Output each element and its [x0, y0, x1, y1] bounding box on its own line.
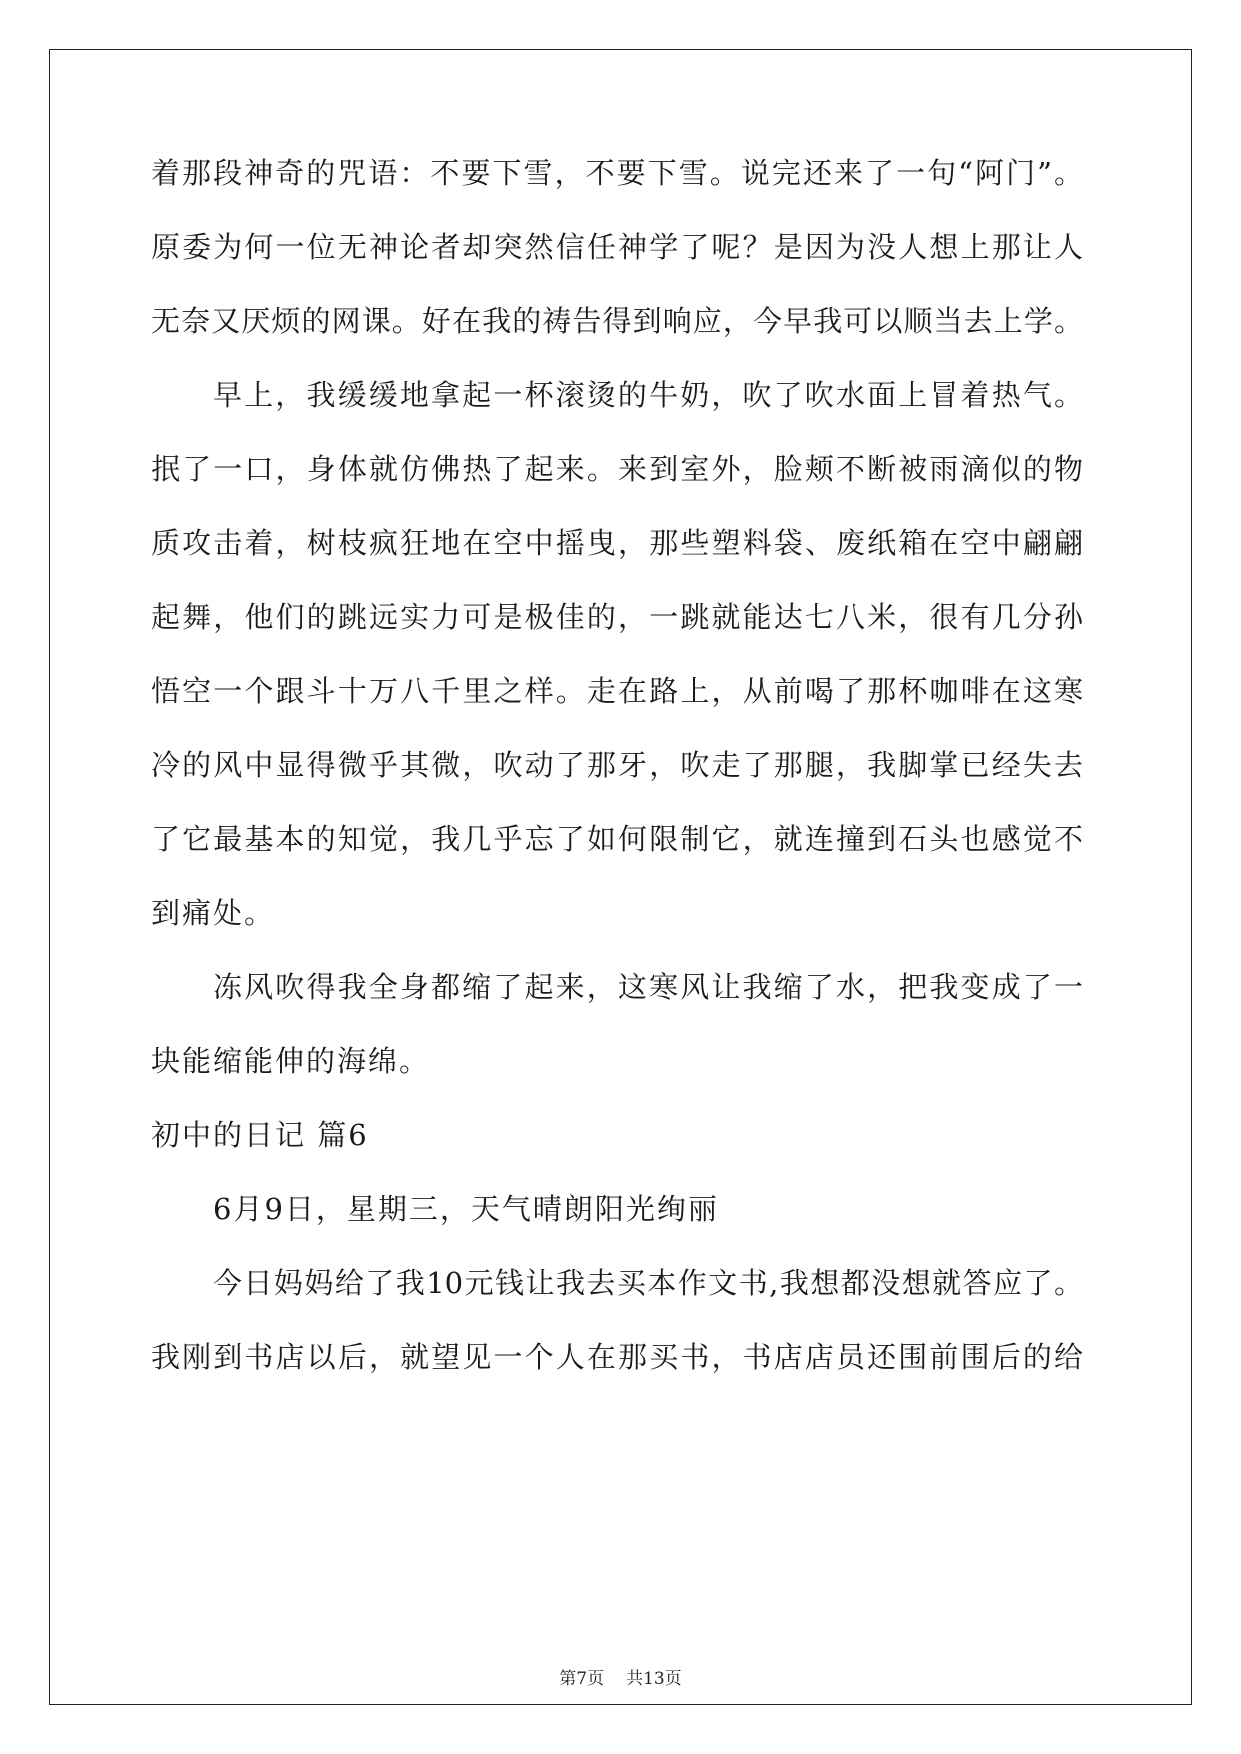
text-line-4: 早上，我缓缓地拿起一杯滚烫的牛奶，吹了吹水面上冒着热气。: [213, 378, 1083, 412]
text-line-5: 抿了一口，身体就仿佛热了起来。来到室外，脸颊不断被雨滴似的物: [151, 452, 1083, 486]
text-line-13: 块能缩能伸的海绵。: [151, 1044, 431, 1078]
text-line-10: 了它最基本的知觉，我几乎忘了如何限制它，就连撞到石头也感觉不: [151, 822, 1083, 856]
text-line-17: 我刚到书店以后，就望见一个人在那买书，书店店员还围前围后的给: [151, 1340, 1083, 1374]
text-line-9: 冷的风中显得微乎其微，吹动了那牙，吹走了那腿，我脚掌已经失去: [151, 748, 1083, 782]
page-number: 第7页: [559, 1669, 605, 1689]
text-line-2: 原委为何一位无神论者却突然信任神学了呢？是因为没人想上那让人: [151, 230, 1083, 264]
page-total: 共13页: [626, 1669, 682, 1689]
page-border: [49, 49, 1192, 1705]
text-line-11: 到痛处。: [151, 896, 276, 930]
text-line-1: 着那段神奇的咒语：不要下雪，不要下雪。说完还来了一句“阿门”。: [151, 156, 1083, 190]
text-line-12: 冻风吹得我全身都缩了起来，这寒风让我缩了水，把我变成了一: [213, 970, 1083, 1004]
text-line-3: 无奈又厌烦的网课。好在我的祷告得到响应，今早我可以顺当去上学。: [151, 304, 1083, 338]
text-line-16: 今日妈妈给了我10元钱让我去买本作文书,我想都没想就答应了。: [213, 1266, 1083, 1300]
page-footer: [0, 1668, 1241, 1690]
section-heading: 初中的日记 篇6: [151, 1118, 369, 1152]
text-line-8: 悟空一个跟斗十万八千里之样。走在路上，从前喝了那杯咖啡在这寒: [151, 674, 1083, 708]
text-line-6: 质攻击着，树枝疯狂地在空中摇曳，那些塑料袋、废纸箱在空中翩翩: [151, 526, 1083, 560]
diary-date-line: 6月9日，星期三，天气晴朗阳光绚丽: [213, 1192, 719, 1226]
text-line-7: 起舞，他们的跳远实力可是极佳的，一跳就能达七八米，很有几分孙: [151, 600, 1083, 634]
